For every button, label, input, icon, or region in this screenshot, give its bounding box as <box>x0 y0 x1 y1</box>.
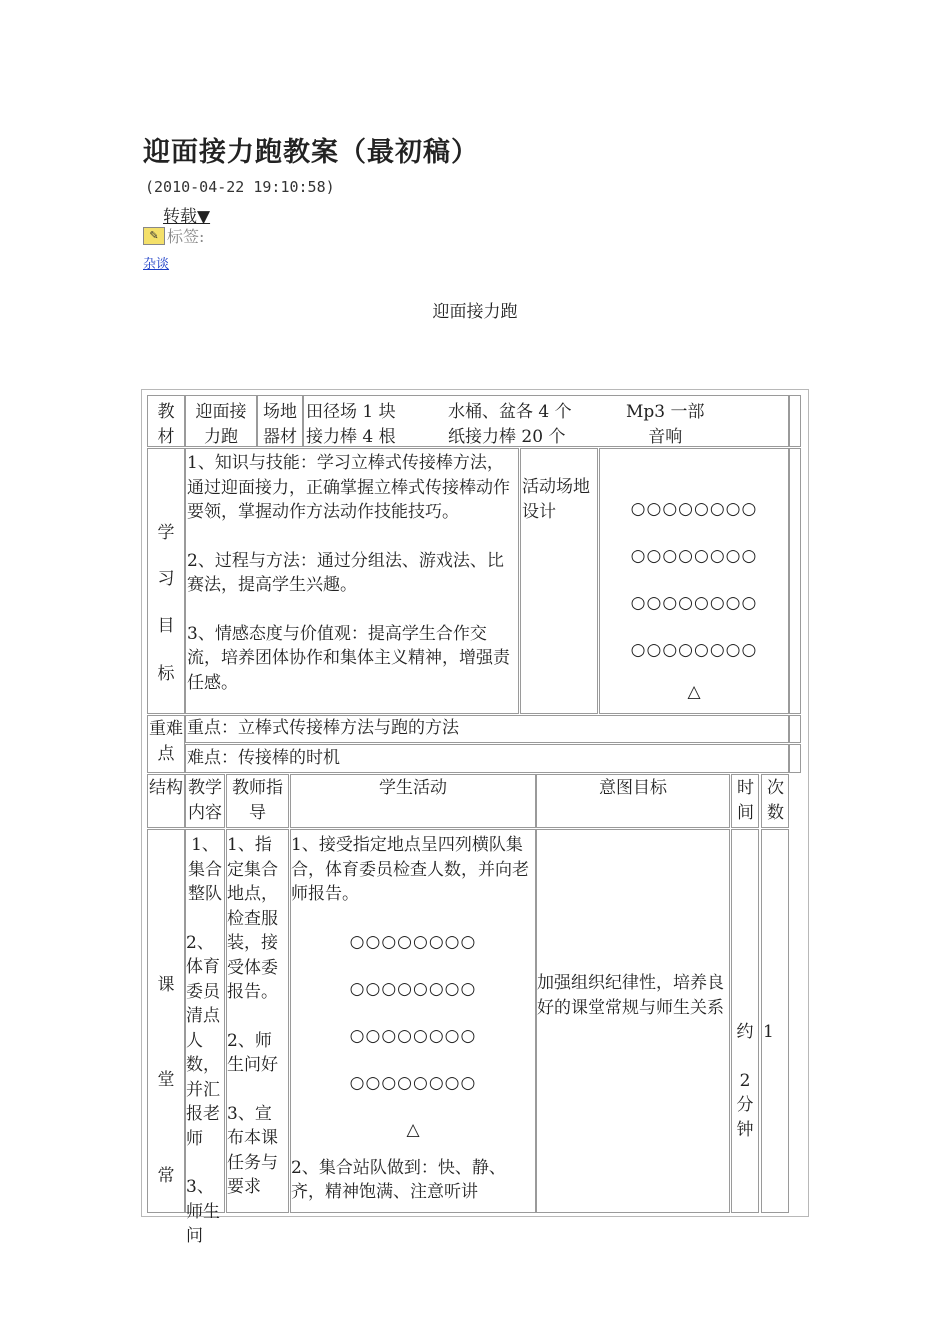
teacher-marker: △ <box>687 682 701 702</box>
material-content: 迎面接力跑 <box>185 395 257 447</box>
row1-tail <box>789 395 801 447</box>
key-point: 重点：立棒式传接棒方法与跑的方法 <box>185 715 789 743</box>
goal-knowledge: 1、知识与技能：学习立棒式传接棒方法，通过迎面接力，正确掌握立棒式传接棒动作要领，掌握动作方法动作技能技巧。 <box>187 453 510 522</box>
field-formation <box>599 448 789 714</box>
equipment-item: 水桶、盆各 4 个 <box>448 402 572 422</box>
col-structure: 结构 <box>147 774 185 828</box>
student-item: 2、集合站队做到：快、静、齐，精神饱满、注意听讲 <box>291 1157 506 1202</box>
routine-content <box>185 829 225 1246</box>
col-student-activity: 学生活动 <box>290 774 536 828</box>
formation-row: ○○○○○○○○ <box>349 1072 477 1093</box>
col-intent-goal: 意图目标 <box>536 774 730 828</box>
goal-attitude: 3、情感态度与价值观：提高学生合作交流，培养团体协作和集体主义精神，增强责任感。 <box>187 623 510 693</box>
page-title: 迎面接力跑教案（最初稿） <box>143 137 479 168</box>
label-material: 教材 <box>147 395 185 447</box>
teacher-marker: △ <box>406 1119 420 1140</box>
field-design-label: 活动场地设计 <box>520 448 598 714</box>
equipment-item: 纸接力棒 20 个 <box>448 426 566 447</box>
formation-row: ○○○○○○○○ <box>630 640 758 660</box>
routine-goal: 加强组织纪律性，培养良好的课堂常规与师生关系 <box>536 829 730 1213</box>
lesson-plan-table <box>141 389 809 1246</box>
equipment-item: 接力棒 4 根 <box>306 426 396 447</box>
difficult-point: 难点：传接棒的时机 <box>185 744 789 773</box>
teacher-item: 3、宣布本课任务与要求 <box>227 1103 278 1197</box>
col-count: 次数 <box>761 774 789 828</box>
teacher-item: 1、指定集合地点，检查服装，接受体委报告。 <box>227 835 278 1002</box>
formation-row: ○○○○○○○○ <box>630 593 758 613</box>
tag-row <box>143 224 204 247</box>
content-item: 2、体育委员清点人数，并汇报老师 <box>186 932 220 1149</box>
routine-count: 1 <box>761 829 789 1213</box>
goal-process: 2、过程与方法：通过分组法、游戏法、比赛法，提高学生兴趣。 <box>187 550 504 595</box>
routine-student <box>290 829 536 1213</box>
col-teacher-guidance: 教师指导 <box>226 774 289 828</box>
label-keypoints: 重难点 <box>147 715 185 773</box>
tag-label: 标签: <box>167 227 205 246</box>
document-subtitle: 迎面接力跑 <box>432 302 518 322</box>
content-item: 3、师生问 <box>186 1177 220 1246</box>
routine-time: 约 2 分钟 <box>731 829 759 1213</box>
repost-link[interactable]: 转载▼ <box>163 207 211 227</box>
equipment-list <box>303 395 789 447</box>
formation-row: ○○○○○○○○ <box>630 546 758 566</box>
goals-content <box>185 448 519 714</box>
col-teaching-content: 教学内容 <box>185 774 225 828</box>
equipment-item: 田径场 1 块 <box>306 402 396 422</box>
tag-link[interactable]: 杂谈 <box>143 257 170 272</box>
equipment-item: 音响 <box>648 426 683 447</box>
row3-tail-a <box>789 715 801 743</box>
tag-icon: ✎ <box>143 227 165 245</box>
row2-tail <box>789 448 801 714</box>
teacher-item: 2、师生问好 <box>227 1030 278 1075</box>
label-equipment: 场地器材 <box>257 395 303 447</box>
row3-tail-b <box>789 744 801 773</box>
label-goals: 学 习 目 标 <box>147 448 185 714</box>
label-routine: 课 堂 常 <box>147 829 185 1213</box>
formation-row: ○○○○○○○○ <box>349 978 477 999</box>
formation-row: ○○○○○○○○ <box>349 931 477 952</box>
content-item: 1、集合整队 <box>188 835 222 904</box>
col-time: 时间 <box>731 774 759 828</box>
formation-row: ○○○○○○○○ <box>630 499 758 519</box>
student-item: 1、接受指定地点呈四列横队集合，体育委员检查人数，并向老师报告。 <box>291 835 529 904</box>
equipment-item: Mp3 一部 <box>626 402 705 422</box>
routine-teacher <box>226 829 289 1213</box>
post-date: (2010-04-22 19:10:58) <box>145 178 335 196</box>
formation-row: ○○○○○○○○ <box>349 1025 477 1046</box>
